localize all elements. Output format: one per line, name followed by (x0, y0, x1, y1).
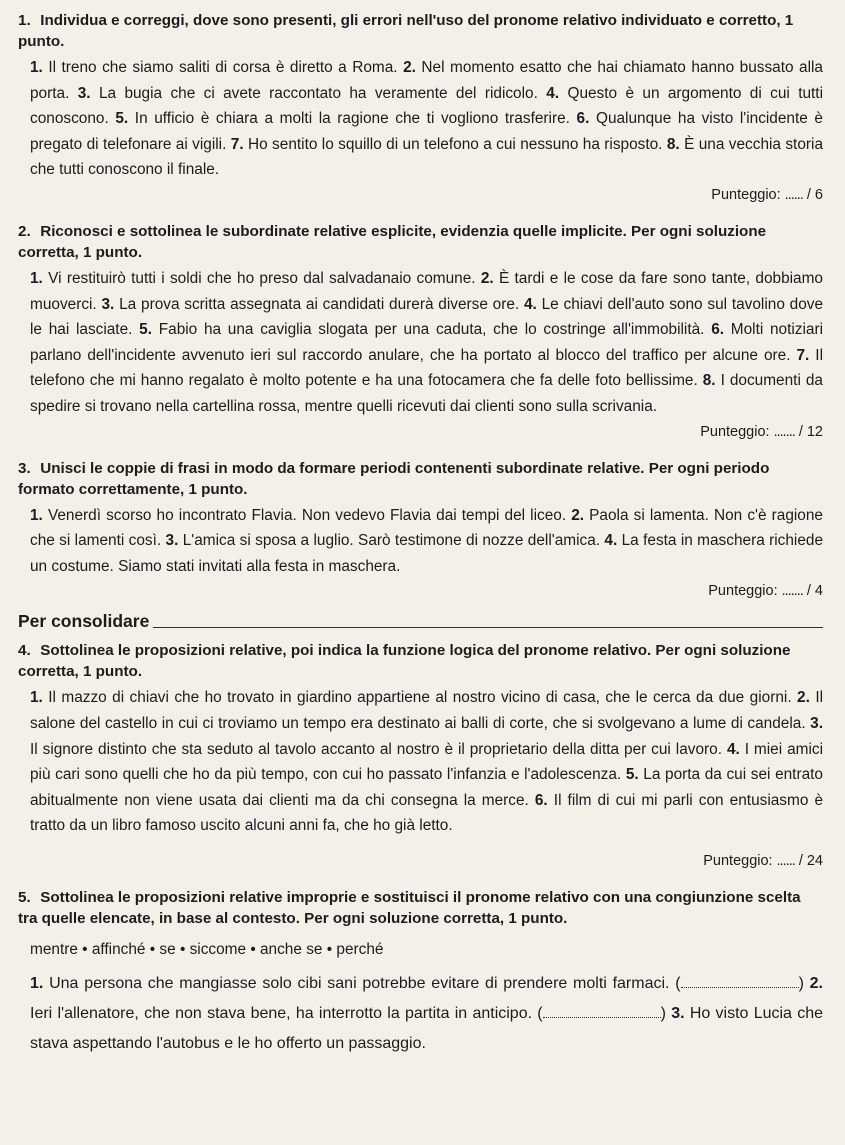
exercise-2-sentences (18, 266, 823, 420)
section-title: Per consolidare (18, 611, 150, 632)
exercise-instructions: Sottolinea le proposizioni relative improprie e sostituisci il pronome relativo con una congiunzione scelta tra quelle elencate, in base al contesto. Per ogni soluzione corretta, 1 punto. (18, 888, 801, 927)
sentence: Paola si lamenta. Non c'è ragione che si lamenti così. (30, 506, 823, 550)
sentence: Venerdì scorso ho incontrato Flavia. Non vedevo Flavia dai tempi del liceo. (47, 506, 567, 524)
exercise-3-title (18, 458, 823, 500)
sentence-number: 2. (403, 59, 416, 76)
sentence-number: 1. (30, 59, 43, 76)
sentence-2: Ieri l'allenatore, che non stava bene, ha interrotto la partita in anticipo. (30, 1004, 533, 1022)
sentence-number: 1. (30, 689, 43, 707)
score-line: Punteggio: ....... / 12 (700, 423, 823, 440)
exercise-instructions: Unisci le coppie di frasi in modo da formare periodi contenenti subordinate relative. Per ogni periodo formato correttamente, 1 punto. (18, 459, 770, 498)
exercise-3 (18, 458, 823, 604)
sentence: L'amica si sposa a luglio. Sarò testimone di nozze dell'amica. (182, 532, 601, 550)
sentence: Qualunque ha visto l'incidente è pregato di telefonare ai vigili. (30, 110, 823, 153)
sentence: Questo è un argomento di cui tutti conoscono. (30, 84, 824, 128)
answer-blank-1[interactable] (681, 973, 799, 988)
sentence: I miei amici più cari sono quelli che ho da più tempo, con cui ho passato l'infanzia e l'adolescenza. (30, 740, 823, 784)
exercise-4-title (18, 640, 823, 682)
sentence: La porta da cui sei entrato abitualmente non viene usata dai clienti ma da chi consegna la merce. (30, 766, 823, 809)
sentence-number: 1. (30, 506, 43, 524)
exercise-number: 4. (18, 642, 31, 660)
sentence-number: 4. (546, 84, 560, 102)
sentence-1: Una persona che mangiasse solo cibi sani potrebbe evitare di prendere molti farmaci. (49, 974, 670, 992)
sentence: I documenti da spedire si trovano nella cartellina rossa, mentre quelli ricevuti dai clienti sono sulla scrivania. (30, 372, 823, 415)
sentence-number: 4. (604, 532, 618, 550)
exercise-instructions: Riconosci e sottolinea le subordinate relative esplicite, evidenzia quelle implicite. Per ogni soluzione corretta, 1 punto. (18, 222, 767, 261)
sentence-number: 6. (534, 791, 548, 809)
sentence-number: 2. (797, 689, 810, 707)
answer-blank-2[interactable] (543, 1003, 661, 1018)
sentence-number: 4. (726, 740, 740, 758)
exercise-number: 3. (18, 459, 31, 477)
exercise-4-sentences (18, 685, 823, 839)
sentence: Il signore distinto che sta seduto al tavolo accanto al nostro è il proprietario della ditta per cui lavoro. (30, 740, 722, 758)
sentence-number: 5. (115, 110, 129, 128)
exercise-2 (18, 221, 823, 444)
exercise-5-sentences: 1. Una persona che mangiasse solo cibi sani potrebbe evitare di prendere molti farmaci. ( ) 2. Ieri l'allenatore, che non stava bene, ha interrotto la partita in anticipo. ( ) 3. Ho visto Lucia che stava aspettando l'autobus e le ho offerto un passaggio. (30, 974, 824, 1052)
sentence: In ufficio è chiara a molti la ragione che ti vogliono trasferire. (134, 110, 570, 128)
exercise-4 (18, 640, 823, 873)
sentence: È tardi e le cose da fare sono tante, dobbiamo muoverci. (30, 269, 823, 313)
exercise-instructions: Sottolinea le proposizioni relative, poi indica la funzione logica del pronome relativo. Per ogni soluzione corretta, 1 punto. (18, 642, 791, 681)
section-heading (18, 611, 823, 632)
exercise-1-sentences (18, 55, 823, 183)
score-line: Punteggio: ....... / 4 (708, 583, 823, 600)
sentence: Fabio ha una caviglia slogata per una caduta, che lo costringe all'immobilità. (158, 321, 705, 339)
sentence: Le chiavi dell'auto sono sul tavolino dove le hai lasciate. (30, 295, 824, 339)
sentence-number: 5. (625, 766, 639, 784)
sentence: Nel momento esatto che hai chiamato hanno bussato alla porta. (30, 59, 823, 102)
word-bank: mentre • affinché • se • siccome • anche se • perché (30, 940, 384, 958)
section-rule (153, 627, 823, 628)
sentence: Il telefono che mi hanno regalato è molto potente e ha una fotocamera che fa delle foto bellissime. (30, 346, 823, 390)
exercise-2-title (18, 221, 823, 263)
sentence-number: 7. (230, 135, 244, 153)
sentence-number: 8. (702, 372, 716, 390)
sentence-number: 5. (139, 321, 152, 339)
exercise-number: 5. (18, 888, 31, 906)
sentence: Il treno che siamo saliti di corsa è diretto a Roma. (48, 59, 398, 76)
sentence: Vi restituirò tutti i soldi che ho preso dal salvadanaio comune. (48, 269, 476, 287)
sentence-number: 1. (30, 269, 43, 287)
sentence-number: 8. (666, 135, 680, 153)
sentence: Ho sentito lo squillo di un telefono a cui nessuno ha risposto. (248, 135, 663, 153)
exercise-1-title (18, 10, 823, 52)
sentence: Il mazzo di chiavi che ho trovato in giardino appartiene al nostro vicino di casa, che le cerca da due giorni. (48, 689, 792, 707)
sentence-number: 6. (576, 110, 590, 128)
sentence: La bugia che ci avete raccontato ha veramente del ridicolo. (98, 84, 538, 102)
sentence-number: 7. (796, 346, 810, 364)
exercise-3-sentences (18, 503, 823, 580)
sentence-number: 3. (165, 532, 179, 550)
sentence: La festa in maschera richiede un costume. Siamo stati invitati alla festa in maschera. (30, 532, 824, 575)
exercise-instructions: Individua e correggi, dove sono presenti, gli errori nell'uso del pronome relativo individuato e corretto, 1 punto. (18, 12, 794, 50)
exercise-5 (18, 887, 823, 1059)
sentence: È una vecchia storia che tutti conoscono il finale. (30, 135, 823, 179)
exercise-5-title (18, 887, 823, 929)
sentence: La prova scritta assegnata ai candidati durerà diverse ore. (119, 295, 520, 313)
exercise-1 (18, 10, 823, 207)
sentence-3: Ho visto Lucia che stava aspettando l'autobus e le ho offerto un passaggio. (30, 1004, 824, 1052)
sentence-number: 4. (523, 295, 537, 313)
sentence-number: 2. (571, 506, 585, 524)
exercise-number: 1. (18, 12, 31, 29)
sentence: Il salone del castello in cui ci troviamo un tempo era destinato ai balli di corte, che si svolgevano a lume di candela. (30, 689, 824, 732)
sentence: Il film di cui mi parli con entusiasmo è tratto da un libro famoso uscito alcuni anni fa, che ho già letto. (30, 791, 824, 835)
score-line: Punteggio: ...... / 6 (711, 186, 823, 203)
exercise-number: 2. (18, 222, 31, 240)
sentence-number: 3. (77, 84, 91, 102)
sentence-number: 3. (810, 714, 823, 732)
sentence-number: 6. (711, 321, 725, 339)
score-line: Punteggio: ...... / 24 (703, 852, 823, 869)
sentence-number: 3. (101, 295, 115, 313)
sentence: Molti notiziari parlano dell'incidente avvenuto ieri sul raccordo anulare, che ha portato al blocco del traffico per alcune ore. (30, 321, 824, 364)
sentence-number: 2. (480, 269, 494, 287)
